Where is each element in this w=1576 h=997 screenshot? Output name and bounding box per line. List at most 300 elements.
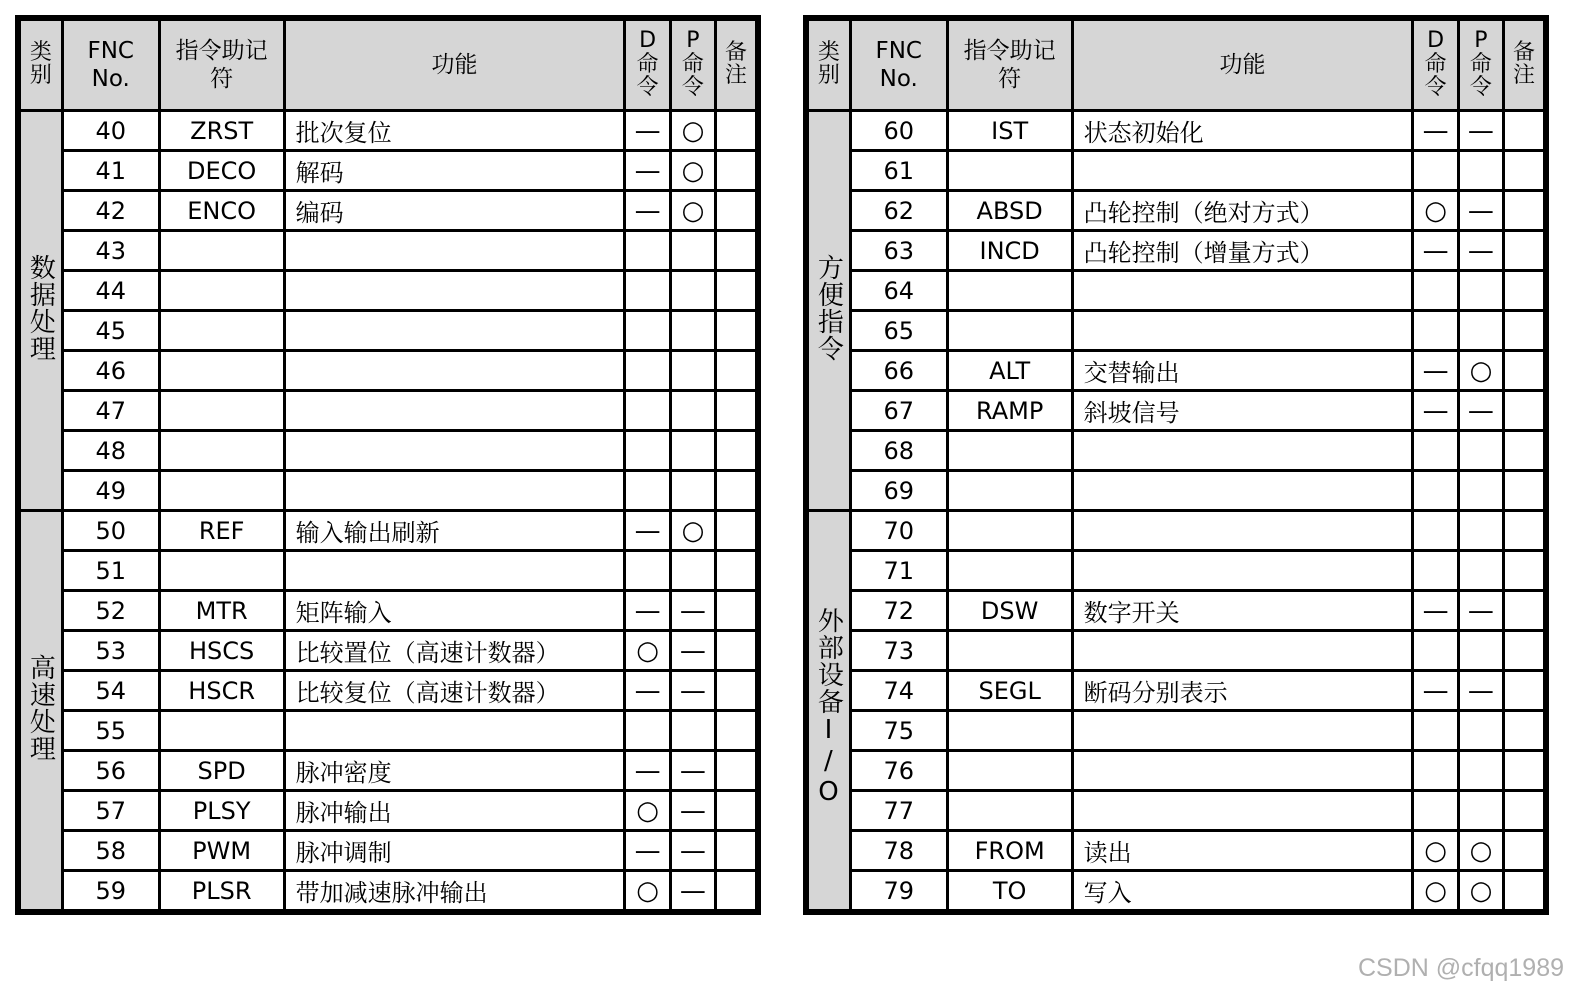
- d-command-mark: —: [1413, 111, 1458, 151]
- fnc-number: 73: [850, 631, 947, 671]
- function-name: [1072, 431, 1413, 471]
- table-row: [806, 791, 1546, 831]
- fnc-number: 74: [850, 671, 947, 711]
- remark-cell: [716, 831, 758, 871]
- mnemonic: PLSR: [159, 871, 284, 913]
- p-command-mark: [670, 471, 715, 511]
- table-row: [806, 311, 1546, 351]
- remark-cell: [1504, 831, 1546, 871]
- mnemonic: [159, 231, 284, 271]
- remark-cell: [716, 431, 758, 471]
- function-name: [1072, 311, 1413, 351]
- remark-cell: [1504, 471, 1546, 511]
- p-command-mark: ○: [670, 191, 715, 231]
- p-command-mark: [670, 711, 715, 751]
- header-d-command: D命令: [1413, 18, 1458, 111]
- fnc-number: 49: [62, 471, 159, 511]
- remark-cell: [1504, 391, 1546, 431]
- mnemonic: [947, 271, 1072, 311]
- d-command-mark: ○: [625, 631, 670, 671]
- table-row: [806, 111, 1546, 151]
- mnemonic: FROM: [947, 831, 1072, 871]
- category-cell: [806, 511, 850, 913]
- fnc-number: 67: [850, 391, 947, 431]
- table-row: [806, 831, 1546, 871]
- p-command-mark: [670, 551, 715, 591]
- p-command-mark: —: [1458, 191, 1503, 231]
- d-command-mark: [1413, 791, 1458, 831]
- mnemonic: SPD: [159, 751, 284, 791]
- d-command-mark: ○: [1413, 871, 1458, 913]
- function-name: [1072, 791, 1413, 831]
- fnc-number: 65: [850, 311, 947, 351]
- fnc-number: 42: [62, 191, 159, 231]
- function-name: 交替输出: [1072, 351, 1413, 391]
- p-command-mark: —: [1458, 111, 1503, 151]
- table-row: [18, 471, 758, 511]
- function-name: [284, 231, 625, 271]
- table-row: [18, 751, 758, 791]
- p-command-mark: [1458, 431, 1503, 471]
- function-name: [284, 471, 625, 511]
- function-name: [1072, 271, 1413, 311]
- mnemonic: ZRST: [159, 111, 284, 151]
- category-cell: [806, 111, 850, 511]
- remark-cell: [716, 471, 758, 511]
- d-command-mark: —: [625, 831, 670, 871]
- mnemonic: ABSD: [947, 191, 1072, 231]
- p-command-mark: —: [670, 591, 715, 631]
- table-row: [18, 711, 758, 751]
- header-fnc-no: FNC No.: [62, 18, 159, 111]
- p-command-mark: [1458, 751, 1503, 791]
- p-command-mark: —: [1458, 231, 1503, 271]
- fnc-number: 51: [62, 551, 159, 591]
- p-command-mark: [1458, 311, 1503, 351]
- category-label: 方便指令: [813, 253, 844, 362]
- fnc-number: 53: [62, 631, 159, 671]
- function-name: [1072, 471, 1413, 511]
- mnemonic: [159, 711, 284, 751]
- fnc-number: 50: [62, 511, 159, 551]
- fnc-number: 56: [62, 751, 159, 791]
- d-command-mark: [625, 551, 670, 591]
- table-row: [18, 871, 758, 913]
- d-command-mark: [625, 231, 670, 271]
- table-row: [18, 791, 758, 831]
- mnemonic: DSW: [947, 591, 1072, 631]
- p-command-mark: [670, 271, 715, 311]
- fnc-number: 45: [62, 311, 159, 351]
- category-label: 数据处理: [25, 253, 56, 362]
- p-command-mark: ○: [1458, 871, 1503, 913]
- table-row: [806, 191, 1546, 231]
- mnemonic: [947, 311, 1072, 351]
- fnc-number: 62: [850, 191, 947, 231]
- mnemonic: [159, 391, 284, 431]
- category-label: 外部设备I/O: [813, 607, 844, 808]
- function-name: 解码: [284, 151, 625, 191]
- function-name: 比较置位（高速计数器）: [284, 631, 625, 671]
- function-name: 数字开关: [1072, 591, 1413, 631]
- remark-cell: [716, 191, 758, 231]
- remark-cell: [716, 311, 758, 351]
- p-command-mark: [670, 231, 715, 271]
- header-row: [18, 18, 758, 111]
- mnemonic: IST: [947, 111, 1072, 151]
- table-row: [18, 671, 758, 711]
- mnemonic: [947, 431, 1072, 471]
- remark-cell: [716, 111, 758, 151]
- function-name: [1072, 711, 1413, 751]
- remark-cell: [1504, 551, 1546, 591]
- table-row: [806, 671, 1546, 711]
- d-command-mark: [1413, 311, 1458, 351]
- table-row: [806, 471, 1546, 511]
- header-d-command: D命令: [625, 18, 670, 111]
- table-row: [18, 631, 758, 671]
- mnemonic: [159, 551, 284, 591]
- p-command-mark: ○: [670, 111, 715, 151]
- mnemonic: ENCO: [159, 191, 284, 231]
- remark-cell: [1504, 191, 1546, 231]
- d-command-mark: [1413, 271, 1458, 311]
- function-name: 脉冲密度: [284, 751, 625, 791]
- mnemonic: MTR: [159, 591, 284, 631]
- p-command-mark: —: [670, 671, 715, 711]
- remark-cell: [716, 591, 758, 631]
- table-row: [806, 391, 1546, 431]
- remark-cell: [1504, 631, 1546, 671]
- function-name: [1072, 551, 1413, 591]
- d-command-mark: —: [1413, 671, 1458, 711]
- function-name: [284, 351, 625, 391]
- d-command-mark: [1413, 431, 1458, 471]
- function-name: [1072, 631, 1413, 671]
- d-command-mark: [625, 431, 670, 471]
- mnemonic: PLSY: [159, 791, 284, 831]
- header-mnemonic: 指令助记符: [947, 18, 1072, 111]
- remark-cell: [1504, 711, 1546, 751]
- p-command-mark: [670, 431, 715, 471]
- fnc-number: 63: [850, 231, 947, 271]
- fnc-table-right: [803, 15, 1549, 915]
- function-name: 批次复位: [284, 111, 625, 151]
- p-command-mark: [1458, 151, 1503, 191]
- remark-cell: [1504, 231, 1546, 271]
- d-command-mark: [625, 271, 670, 311]
- mnemonic: [159, 431, 284, 471]
- mnemonic: HSCR: [159, 671, 284, 711]
- remark-cell: [1504, 271, 1546, 311]
- fnc-number: 41: [62, 151, 159, 191]
- table-row: [18, 431, 758, 471]
- table-row: [18, 551, 758, 591]
- fnc-number: 69: [850, 471, 947, 511]
- mnemonic: [159, 271, 284, 311]
- p-command-mark: —: [670, 791, 715, 831]
- p-command-mark: [1458, 711, 1503, 751]
- table-row: [806, 151, 1546, 191]
- remark-cell: [716, 871, 758, 913]
- remark-cell: [1504, 431, 1546, 471]
- function-name: [284, 311, 625, 351]
- remark-cell: [716, 151, 758, 191]
- remark-cell: [716, 231, 758, 271]
- fnc-number: 52: [62, 591, 159, 631]
- d-command-mark: ○: [625, 791, 670, 831]
- d-command-mark: [625, 711, 670, 751]
- d-command-mark: —: [1413, 591, 1458, 631]
- mnemonic: [947, 151, 1072, 191]
- fnc-number: 77: [850, 791, 947, 831]
- d-command-mark: ○: [625, 871, 670, 913]
- d-command-mark: [1413, 511, 1458, 551]
- fnc-number: 57: [62, 791, 159, 831]
- remark-cell: [716, 351, 758, 391]
- function-name: 脉冲输出: [284, 791, 625, 831]
- fnc-number: 70: [850, 511, 947, 551]
- d-command-mark: —: [1413, 351, 1458, 391]
- mnemonic: RAMP: [947, 391, 1072, 431]
- function-name: 脉冲调制: [284, 831, 625, 871]
- d-command-mark: —: [625, 111, 670, 151]
- fnc-number: 60: [850, 111, 947, 151]
- remark-cell: [716, 511, 758, 551]
- d-command-mark: [625, 311, 670, 351]
- mnemonic: [159, 351, 284, 391]
- mnemonic: [947, 791, 1072, 831]
- fnc-number: 68: [850, 431, 947, 471]
- remark-cell: [1504, 671, 1546, 711]
- remark-cell: [716, 551, 758, 591]
- fnc-number: 48: [62, 431, 159, 471]
- d-command-mark: —: [1413, 391, 1458, 431]
- table-row: [806, 511, 1546, 551]
- remark-cell: [716, 631, 758, 671]
- fnc-number: 46: [62, 351, 159, 391]
- remark-cell: [1504, 871, 1546, 913]
- function-name: [1072, 151, 1413, 191]
- remark-cell: [716, 751, 758, 791]
- function-name: 凸轮控制（绝对方式）: [1072, 191, 1413, 231]
- mnemonic: INCD: [947, 231, 1072, 271]
- fnc-number: 47: [62, 391, 159, 431]
- category-cell: [18, 111, 62, 511]
- d-command-mark: [1413, 551, 1458, 591]
- p-command-mark: ○: [670, 151, 715, 191]
- header-function: 功能: [284, 18, 625, 111]
- table-row: [806, 631, 1546, 671]
- p-command-mark: [670, 351, 715, 391]
- fnc-number: 64: [850, 271, 947, 311]
- mnemonic: SEGL: [947, 671, 1072, 711]
- p-command-mark: [1458, 631, 1503, 671]
- table-row: [806, 431, 1546, 471]
- function-name: 读出: [1072, 831, 1413, 871]
- d-command-mark: ○: [1413, 191, 1458, 231]
- fnc-number: 71: [850, 551, 947, 591]
- d-command-mark: —: [1413, 231, 1458, 271]
- p-command-mark: ○: [670, 511, 715, 551]
- table-row: [18, 271, 758, 311]
- d-command-mark: [1413, 471, 1458, 511]
- table-row: [18, 591, 758, 631]
- fnc-number: 79: [850, 871, 947, 913]
- d-command-mark: [625, 351, 670, 391]
- category-cell: [18, 511, 62, 913]
- function-name: 比较复位（高速计数器）: [284, 671, 625, 711]
- p-command-mark: ○: [1458, 351, 1503, 391]
- table-row: [806, 711, 1546, 751]
- p-command-mark: [670, 311, 715, 351]
- table-row: [806, 271, 1546, 311]
- mnemonic: TO: [947, 871, 1072, 913]
- table-row: [806, 751, 1546, 791]
- d-command-mark: —: [625, 751, 670, 791]
- table-row: [18, 831, 758, 871]
- function-name: 编码: [284, 191, 625, 231]
- watermark: CSDN @cfqq1989: [1357, 954, 1564, 982]
- mnemonic: [947, 551, 1072, 591]
- function-name: 斜坡信号: [1072, 391, 1413, 431]
- remark-cell: [1504, 791, 1546, 831]
- d-command-mark: [625, 391, 670, 431]
- d-command-mark: [1413, 751, 1458, 791]
- function-name: [284, 391, 625, 431]
- function-name: [1072, 511, 1413, 551]
- header-p-command: P命令: [670, 18, 715, 111]
- header-row: [806, 18, 1546, 111]
- header-function: 功能: [1072, 18, 1413, 111]
- mnemonic: [947, 631, 1072, 671]
- remark-cell: [716, 791, 758, 831]
- function-name: [284, 431, 625, 471]
- table-row: [18, 231, 758, 271]
- p-command-mark: [1458, 791, 1503, 831]
- d-command-mark: [1413, 711, 1458, 751]
- mnemonic: PWM: [159, 831, 284, 871]
- table-row: [806, 231, 1546, 271]
- d-command-mark: —: [625, 151, 670, 191]
- fnc-number: 76: [850, 751, 947, 791]
- p-command-mark: [1458, 551, 1503, 591]
- header-fnc-no: FNC No.: [850, 18, 947, 111]
- table-row: [18, 311, 758, 351]
- remark-cell: [716, 271, 758, 311]
- table-row: [806, 591, 1546, 631]
- fnc-number: 66: [850, 351, 947, 391]
- p-command-mark: —: [1458, 391, 1503, 431]
- d-command-mark: —: [625, 591, 670, 631]
- remark-cell: [1504, 151, 1546, 191]
- fnc-number: 55: [62, 711, 159, 751]
- header-mnemonic: 指令助记符: [159, 18, 284, 111]
- d-command-mark: [1413, 151, 1458, 191]
- mnemonic: [159, 471, 284, 511]
- d-command-mark: [1413, 631, 1458, 671]
- function-name: 带加减速脉冲输出: [284, 871, 625, 913]
- d-command-mark: —: [625, 671, 670, 711]
- p-command-mark: [670, 391, 715, 431]
- d-command-mark: —: [625, 191, 670, 231]
- remark-cell: [716, 391, 758, 431]
- p-command-mark: —: [1458, 591, 1503, 631]
- d-command-mark: —: [625, 511, 670, 551]
- table-row: [806, 551, 1546, 591]
- remark-cell: [716, 671, 758, 711]
- function-name: 状态初始化: [1072, 111, 1413, 151]
- function-name: [284, 271, 625, 311]
- fnc-number: 43: [62, 231, 159, 271]
- fnc-number: 59: [62, 871, 159, 913]
- p-command-mark: —: [670, 831, 715, 871]
- fnc-table-left: [15, 15, 761, 915]
- fnc-number: 61: [850, 151, 947, 191]
- table-row: [806, 871, 1546, 913]
- table-row: [18, 511, 758, 551]
- header-remark: 备注: [716, 18, 758, 111]
- function-name: [1072, 751, 1413, 791]
- mnemonic: [947, 511, 1072, 551]
- header-p-command: P命令: [1458, 18, 1503, 111]
- fnc-number: 54: [62, 671, 159, 711]
- fnc-number: 40: [62, 111, 159, 151]
- p-command-mark: [1458, 511, 1503, 551]
- table-row: [806, 351, 1546, 391]
- fnc-number: 44: [62, 271, 159, 311]
- function-name: 凸轮控制（增量方式）: [1072, 231, 1413, 271]
- function-name: 写入: [1072, 871, 1413, 913]
- mnemonic: HSCS: [159, 631, 284, 671]
- p-command-mark: [1458, 471, 1503, 511]
- p-command-mark: —: [670, 631, 715, 671]
- table-row: [18, 111, 758, 151]
- fnc-number: 72: [850, 591, 947, 631]
- table-row: [18, 391, 758, 431]
- p-command-mark: —: [670, 871, 715, 913]
- mnemonic: [159, 311, 284, 351]
- mnemonic: [947, 471, 1072, 511]
- fnc-number: 58: [62, 831, 159, 871]
- d-command-mark: [625, 471, 670, 511]
- fnc-number: 75: [850, 711, 947, 751]
- remark-cell: [1504, 111, 1546, 151]
- table-row: [18, 191, 758, 231]
- category-label: 高速处理: [25, 653, 56, 762]
- function-name: [284, 711, 625, 751]
- p-command-mark: —: [1458, 671, 1503, 711]
- function-name: 断码分别表示: [1072, 671, 1413, 711]
- remark-cell: [1504, 351, 1546, 391]
- p-command-mark: ○: [1458, 831, 1503, 871]
- table-row: [18, 151, 758, 191]
- p-command-mark: —: [670, 751, 715, 791]
- remark-cell: [716, 711, 758, 751]
- remark-cell: [1504, 751, 1546, 791]
- d-command-mark: ○: [1413, 831, 1458, 871]
- header-category: 类别: [806, 18, 850, 111]
- header-category: 类别: [18, 18, 62, 111]
- table-row: [18, 351, 758, 391]
- function-name: [284, 551, 625, 591]
- mnemonic: REF: [159, 511, 284, 551]
- mnemonic: [947, 711, 1072, 751]
- function-name: 输入输出刷新: [284, 511, 625, 551]
- function-name: 矩阵输入: [284, 591, 625, 631]
- remark-cell: [1504, 511, 1546, 551]
- mnemonic: [947, 751, 1072, 791]
